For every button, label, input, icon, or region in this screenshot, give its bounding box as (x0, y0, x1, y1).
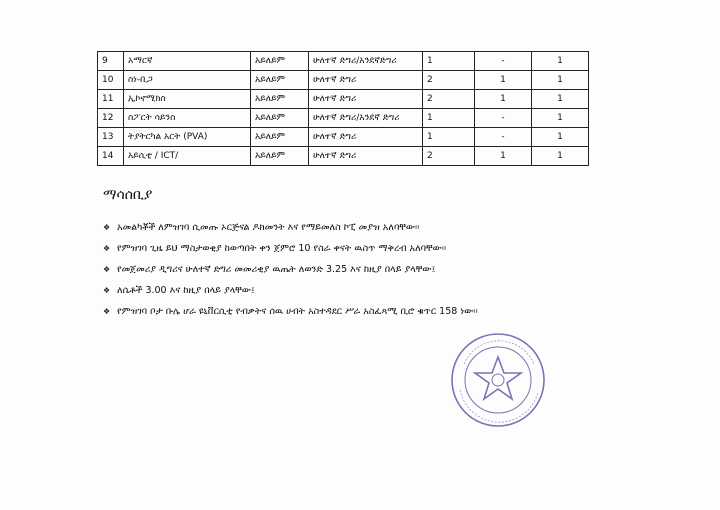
table-row (98, 147, 589, 166)
cell-name: ትያትርካል አርት (PVA) (124, 128, 251, 147)
note-item (103, 280, 478, 301)
cell-c: 1 (532, 71, 589, 90)
cell-c: 1 (532, 128, 589, 147)
cell-type: አይለይም (251, 90, 309, 109)
cell-c: 1 (532, 109, 589, 128)
cell-b: - (475, 52, 532, 71)
cell-level: ሁለተኛ ድግሪ/አንደኛ ድግሪ (309, 109, 423, 128)
cell-b: 1 (475, 90, 532, 109)
diamond-bullet-icon: ❖ (103, 307, 111, 316)
cell-level: ሁለተኛ ድግሪ (309, 71, 423, 90)
cell-b: 1 (475, 147, 532, 166)
cell-b: - (475, 128, 532, 147)
cell-type: አይለይም (251, 71, 309, 90)
diamond-bullet-icon: ❖ (103, 265, 111, 274)
cell-type: አይለይም (251, 128, 309, 147)
cell-level: ሁለተኛ ድግሪ (309, 147, 423, 166)
cell-a: 2 (423, 71, 475, 90)
note-text: ለሴቶች 3.00 እና ከዚያ በላይ ያላቸው፤ (117, 285, 255, 296)
cell-num: 10 (98, 71, 124, 90)
cell-a: 1 (423, 109, 475, 128)
note-item (103, 259, 478, 280)
cell-level: ሁለተኛ ድግሪ (309, 128, 423, 147)
cell-b: - (475, 109, 532, 128)
note-text: የመጀመሪያ ዲግሪና ሁለተኛ ድግሪ መመሪቂያ ዉጤት ለወንድ 3.25 እና ከዚያ በላይ ያላቸው፤ (117, 264, 436, 275)
cell-type: አይለይም (251, 109, 309, 128)
note-item (103, 217, 478, 238)
note-text: አመልካቾች ለምዝገባ ሲመጡ ኦርጅናል ዶክመንት እና የማይመለስ ኮፒ መያዝ አለባቸው፡፡ (117, 222, 420, 233)
notes-title: ማሳሰቢያ (103, 187, 153, 203)
cell-name: አማርኛ (124, 52, 251, 71)
cell-a: 2 (423, 90, 475, 109)
cell-name: ኢኮኖሚክስ (124, 90, 251, 109)
cell-level: ሁለተኛ ድግሪ/አንደኛድግሪ (309, 52, 423, 71)
cell-num: 11 (98, 90, 124, 109)
cell-a: 1 (423, 52, 475, 71)
table-row (98, 71, 589, 90)
table-row (98, 128, 589, 147)
cell-c: 1 (532, 90, 589, 109)
cell-name: ስፖርት ሳይንስ (124, 109, 251, 128)
note-item (103, 238, 478, 259)
cell-type: አይለይም (251, 147, 309, 166)
note-text: የምዝገባ ቦታ ቡሌ ሆራ ዩኒቨርሲቲ የብቃትና ሰዉ ሀብት አስተዳደር ሥራ አስፈጻሚ ቢሮ ቁጥር 158 ነው፡፡ (117, 306, 478, 317)
cell-a: 1 (423, 128, 475, 147)
note-text: የምዝገባ ጊዜ ይህ ማስታወቂያ ከወጣበት ቀን ጀምሮ 10 የስራ ቀናት ዉስጥ ማቅረብ አለባቸው፡፡ (117, 243, 447, 254)
cell-c: 1 (532, 147, 589, 166)
cell-num: 13 (98, 128, 124, 147)
note-item (103, 301, 478, 322)
table-row (98, 109, 589, 128)
cell-b: 1 (475, 71, 532, 90)
diamond-bullet-icon: ❖ (103, 286, 111, 295)
cell-num: 14 (98, 147, 124, 166)
cell-level: ሁለተኛ ድግሪ (309, 90, 423, 109)
cell-num: 9 (98, 52, 124, 71)
diamond-bullet-icon: ❖ (103, 223, 111, 232)
diamond-bullet-icon: ❖ (103, 244, 111, 253)
cell-num: 12 (98, 109, 124, 128)
table-row (98, 90, 589, 109)
cell-name: አይሲቲ / ICT/ (124, 147, 251, 166)
cell-type: አይለይም (251, 52, 309, 71)
notes-list (103, 217, 478, 322)
cell-a: 2 (423, 147, 475, 166)
table-row (98, 52, 589, 71)
university-seal-stamp (446, 330, 556, 430)
cell-c: 1 (532, 52, 589, 71)
positions-table (97, 51, 589, 166)
cell-name: ስነ-ቢጋ (124, 71, 251, 90)
